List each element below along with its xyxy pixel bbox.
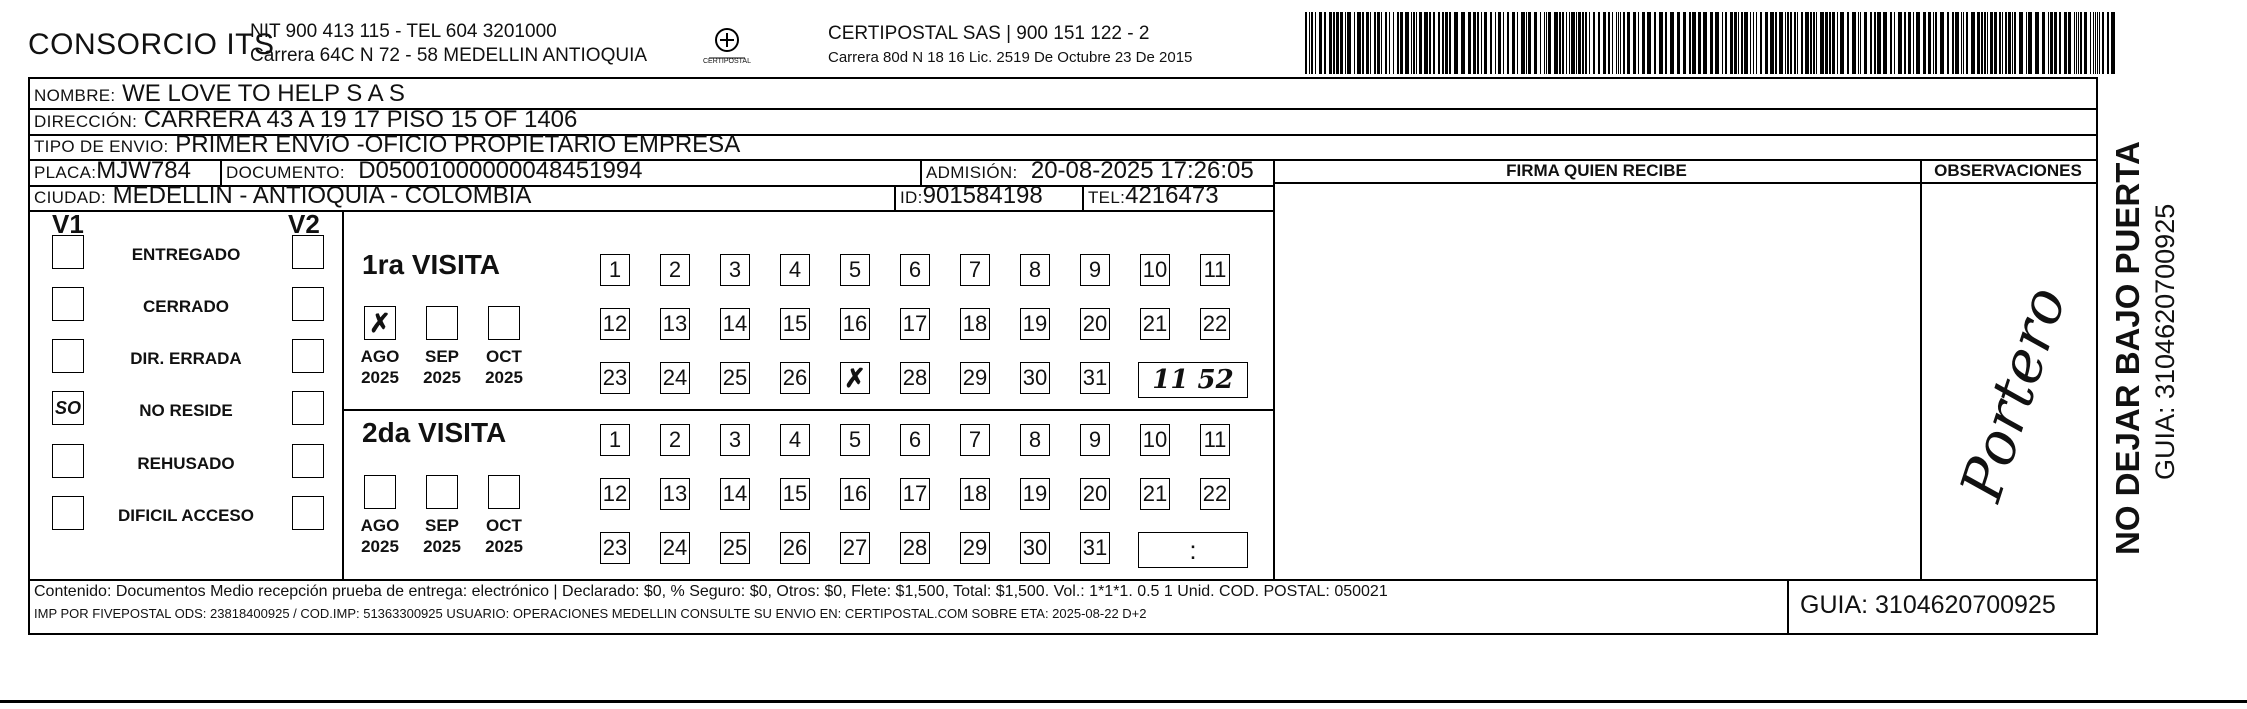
courier-info	[828, 22, 1192, 70]
day-box[interactable]: 6	[900, 424, 930, 456]
status-v2-checkbox[interactable]	[292, 287, 324, 321]
status-label: DIR. ERRADA	[130, 349, 242, 368]
day-box[interactable]: 23	[600, 362, 630, 394]
day-box[interactable]: 7	[960, 254, 990, 286]
status-v2-checkbox[interactable]	[292, 235, 324, 269]
day-box[interactable]: 3	[720, 424, 750, 456]
day-box[interactable]: 12	[600, 478, 630, 510]
day-box[interactable]: 11	[1200, 424, 1230, 456]
firma-header: FIRMA QUIEN RECIBE	[1506, 161, 1687, 180]
status-label: CERRADO	[143, 297, 229, 316]
certipostal-logo	[705, 24, 749, 68]
day-box[interactable]: 30	[1020, 362, 1050, 394]
footer-guia: GUIA: 3104620700925	[1800, 591, 2056, 619]
month-name: SEP	[424, 347, 460, 366]
admision-value: 20-08-2025 17:26:05	[1030, 157, 1254, 184]
day-box[interactable]: 7	[960, 424, 990, 456]
status-v1-checkbox[interactable]	[52, 339, 84, 373]
field-id: ID:901584198	[900, 182, 1043, 209]
logo-caption: CERTIPOSTAL	[703, 58, 751, 65]
v2-header: V2	[288, 209, 320, 239]
day-box[interactable]: 28	[900, 532, 930, 564]
company-nit: NIT 900 413 115 - TEL 604 3201000	[250, 21, 557, 42]
day-box[interactable]: 6	[900, 254, 930, 286]
day-box[interactable]: 16	[840, 308, 870, 340]
month-checkbox[interactable]	[488, 306, 520, 340]
day-box[interactable]: 8	[1020, 424, 1050, 456]
day-box[interactable]: 24	[660, 532, 690, 564]
nombre-value: WE LOVE TO HELP S A S	[122, 80, 405, 107]
day-box[interactable]: 17	[900, 308, 930, 340]
day-box[interactable]: 25	[720, 362, 750, 394]
status-v2-checkbox[interactable]	[292, 496, 324, 530]
status-v1-checkbox[interactable]	[52, 287, 84, 321]
direccion-value: CARRERA 43 A 19 17 PISO 15 OF 1406	[143, 106, 578, 133]
footer-impresion: IMP POR FIVEPOSTAL ODS: 23818400925 / COD.IMP: 51363300925 USUARIO: OPERACIONES MEDELLIN CONSULTE SU ENVIO EN: CERTIPOSTAL.COM SOBRE ETA: 2025-08-22 D+2	[34, 606, 1147, 621]
tipo-envio-value: PRIMER ENVíO -OFICIO PROPIETARIO EMPRESA	[175, 131, 741, 158]
day-box[interactable]: 14	[720, 308, 750, 340]
month-checkbox[interactable]	[426, 306, 458, 340]
courier-address: Carrera 80d N 18 16 Lic. 2519 De Octubre 23 De 2015	[828, 49, 1193, 66]
day-box[interactable]: 1	[600, 254, 630, 286]
day-box[interactable]: 20	[1080, 478, 1110, 510]
day-box[interactable]: 24	[660, 362, 690, 394]
time-box[interactable]: :	[1138, 532, 1248, 568]
barcode	[1305, 12, 2120, 74]
v1-header: V1	[52, 209, 84, 239]
visit1-title: 1ra VISITA	[362, 249, 500, 280]
day-box[interactable]: 1	[600, 424, 630, 456]
day-box[interactable]: 30	[1020, 532, 1050, 564]
day-box[interactable]: 8	[1020, 254, 1050, 286]
time-box[interactable]: 11 52	[1138, 362, 1248, 398]
day-box[interactable]: 26	[780, 362, 810, 394]
courier-name: CERTIPOSTAL SAS | 900 151 122 - 2	[828, 23, 1150, 44]
field-tel: TEL:4216473	[1088, 182, 1219, 209]
month-year: 2025	[423, 368, 461, 387]
month-label	[476, 346, 532, 388]
day-box[interactable]: 18	[960, 478, 990, 510]
observaciones-header: OBSERVACIONES	[1934, 161, 2082, 180]
scan-edge	[0, 700, 2247, 703]
month-year: 2025	[485, 368, 523, 387]
month-year: 2025	[361, 368, 399, 387]
documento-value: D05001000000048451994	[358, 157, 643, 184]
id-value: 901584198	[922, 182, 1043, 209]
field-documento: DOCUMENTO: D05001000000048451994	[226, 157, 643, 184]
shipping-form	[28, 77, 2098, 635]
day-box[interactable]: 16	[840, 478, 870, 510]
day-box[interactable]: 28	[900, 362, 930, 394]
day-box[interactable]: 4	[780, 254, 810, 286]
status-v1-checkbox[interactable]	[52, 444, 84, 478]
day-box[interactable]: 29	[960, 532, 990, 564]
day-box[interactable]: 10	[1140, 424, 1170, 456]
field-tipo-envio: TIPO DE ENVIO: PRIMER ENVíO -OFICIO PROPIETARIO EMPRESA	[34, 131, 741, 158]
day-box[interactable]: 2	[660, 424, 690, 456]
day-box[interactable]: 19	[1020, 308, 1050, 340]
month-year: 2025	[423, 537, 461, 556]
day-box[interactable]: 15	[780, 308, 810, 340]
company-info	[250, 20, 647, 68]
company-address: Carrera 64C N 72 - 58 MEDELLIN ANTIOQUIA	[250, 45, 648, 66]
day-box[interactable]: 2	[660, 254, 690, 286]
status-v2-checkbox[interactable]	[292, 391, 324, 425]
side-warning: NO DEJAR BAJO PUERTA	[2109, 141, 2146, 555]
status-v2-checkbox[interactable]	[292, 339, 324, 373]
day-box[interactable]: 20	[1080, 308, 1110, 340]
day-box[interactable]: 14	[720, 478, 750, 510]
status-v2-checkbox[interactable]	[292, 444, 324, 478]
month-year: 2025	[485, 537, 523, 556]
footer-contenido: Contenido: Documentos Medio recepción prueba de entrega: electrónico | Declarado: $0, % Seguro: $0, Otros: $0, Flete: $1,500, Total: $1,500. Vol.: 1*1*1. 0.5 1 Unid. COD. POSTAL: 050021	[34, 583, 1388, 600]
month-label	[476, 515, 532, 557]
month-label	[414, 515, 470, 557]
day-box[interactable]: 21	[1140, 478, 1170, 510]
day-box[interactable]: 5	[840, 254, 870, 286]
day-box[interactable]: 31	[1080, 362, 1110, 394]
observacion-handwritten: Portero	[1946, 278, 2080, 509]
day-box[interactable]: 12	[600, 308, 630, 340]
month-name: AGO	[360, 347, 400, 366]
day-box[interactable]: 26	[780, 532, 810, 564]
company-name: CONSORCIO ITS	[28, 28, 275, 61]
status-label: DIFICIL ACCESO	[117, 506, 254, 525]
status-label: REHUSADO	[137, 454, 235, 473]
day-box[interactable]: 23	[600, 532, 630, 564]
month-name: AGO	[360, 516, 400, 535]
month-name: SEP	[424, 516, 460, 535]
status-v1-checkbox[interactable]	[52, 235, 84, 269]
month-year: 2025	[361, 537, 399, 556]
day-box[interactable]: 18	[960, 308, 990, 340]
month-name: OCT	[486, 516, 522, 535]
month-label	[352, 515, 408, 557]
status-v1-mark: SO	[54, 398, 81, 418]
day-box[interactable]: 13	[660, 478, 690, 510]
day-box[interactable]: 4	[780, 424, 810, 456]
field-placa: PLACA:MJW784	[34, 157, 191, 184]
day-box[interactable]: 15	[780, 478, 810, 510]
tel-value: 4216473	[1125, 182, 1219, 209]
day-box[interactable]: 10	[1140, 254, 1170, 286]
field-nombre: NOMBRE: WE LOVE TO HELP S A S	[34, 80, 405, 107]
month-label	[352, 346, 408, 388]
placa-value: MJW784	[96, 157, 191, 184]
month-checkbox[interactable]	[364, 475, 396, 509]
field-direccion: DIRECCIÓN: CARRERA 43 A 19 17 PISO 15 OF 1406	[34, 106, 578, 133]
month-label	[414, 346, 470, 388]
day-box[interactable]: 5	[840, 424, 870, 456]
day-box[interactable]: 22	[1200, 308, 1230, 340]
day-box[interactable]: 21	[1140, 308, 1170, 340]
status-v1-checkbox[interactable]	[52, 496, 84, 530]
month-checkbox[interactable]: ✗	[364, 306, 396, 340]
month-checkbox[interactable]	[426, 475, 458, 509]
field-admision: ADMISIÓN: 20-08-2025 17:26:05	[926, 157, 1254, 184]
day-box[interactable]: ✗	[840, 362, 870, 394]
ciudad-value: MEDELLIN - ANTIOQUIA - COLOMBIA	[112, 182, 532, 209]
status-label: NO RESIDE	[139, 401, 233, 420]
day-box[interactable]: 19	[1020, 478, 1050, 510]
day-box[interactable]: 17	[900, 478, 930, 510]
day-box[interactable]: 22	[1200, 478, 1230, 510]
status-label: ENTREGADO	[131, 245, 241, 264]
visit2-title: 2da VISITA	[362, 417, 507, 448]
side-guia: GUIA: 3104620700925	[2150, 203, 2180, 480]
month-checkbox[interactable]	[488, 475, 520, 509]
day-box[interactable]: 9	[1080, 424, 1110, 456]
day-box[interactable]: 13	[660, 308, 690, 340]
day-box[interactable]: 9	[1080, 254, 1110, 286]
day-box[interactable]: 25	[720, 532, 750, 564]
day-box[interactable]: 11	[1200, 254, 1230, 286]
day-box[interactable]: 29	[960, 362, 990, 394]
status-v1-checkbox[interactable]	[52, 391, 84, 425]
day-box[interactable]: 3	[720, 254, 750, 286]
day-box[interactable]: 27	[840, 532, 870, 564]
day-box[interactable]: 31	[1080, 532, 1110, 564]
month-name: OCT	[486, 347, 522, 366]
field-ciudad: CIUDAD: MEDELLIN - ANTIOQUIA - COLOMBIA	[34, 182, 532, 209]
